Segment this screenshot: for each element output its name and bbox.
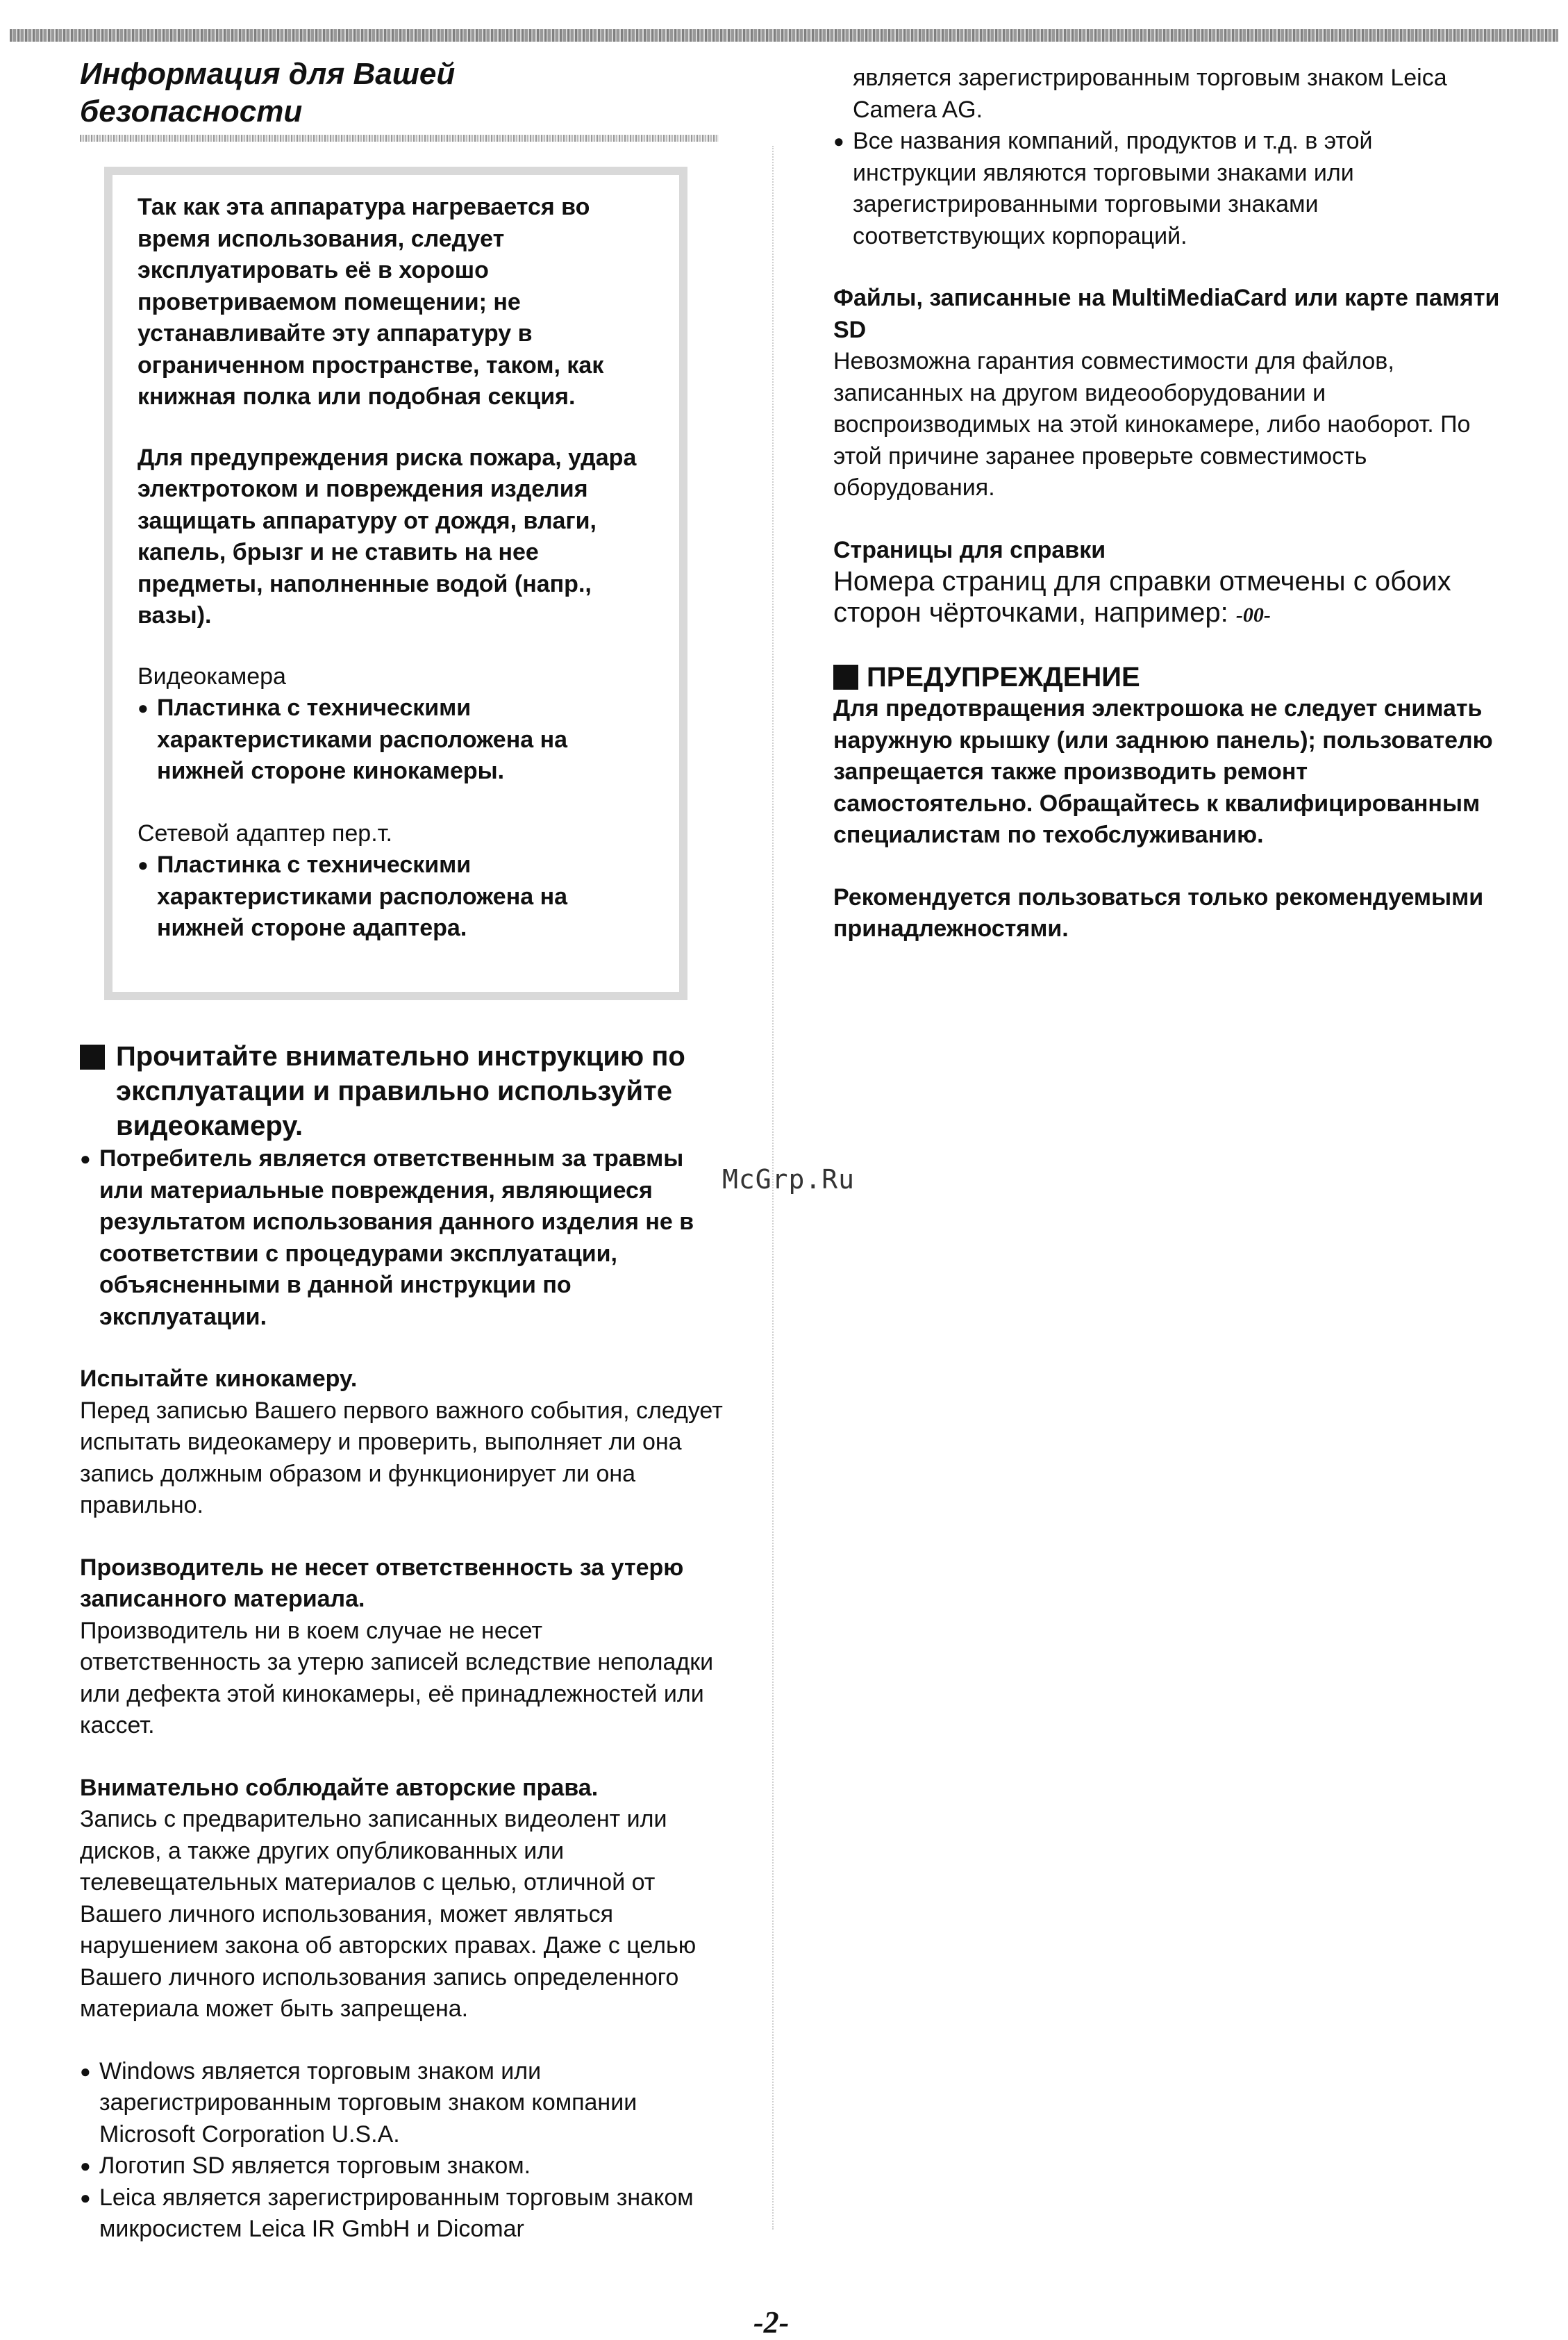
- trademark-windows: [80, 2056, 726, 2151]
- heat-warning: Так как эта аппаратура нагревается во время использования, следует эксплуатировать её в хорошо проветриваемом помещении; не устанавливайте эту аппаратуру в ограниченном пространстве, таком, как книжная полка или подобная секция.: [137, 194, 604, 410]
- square-bullet-icon: [833, 665, 858, 690]
- pages-body: [833, 566, 1500, 631]
- read-heading-text: Прочитайте внимательно инструкцию по эксплуатации и правильно используйте видеокамеру.: [116, 1041, 685, 1141]
- adapter-label-block: [137, 818, 658, 945]
- title-rule: [80, 135, 719, 142]
- liability-heading: Производитель не несет ответственность за утерю записанного материала.: [80, 1554, 684, 1612]
- leica-continuation: является зарегистрированным торговым знаком Leica Camera AG.: [853, 65, 1447, 123]
- camera-bullet-text: Пластинка с техническими характеристиками расположена на нижней стороне кинокамеры.: [157, 695, 568, 784]
- camera-label-block: [137, 661, 658, 788]
- liability-body: Производитель ни в коем случае не несет ответственность за утерю записей вследствие неполадки или дефекта этой кинокамеры, её принадлежностей или кассет.: [80, 1617, 714, 1739]
- trademark-leica-text: Leica является зарегистрированным торговым знаком микросистем Leica IR GmbH и Dicomar: [99, 2184, 694, 2242]
- bullet-icon: ●: [80, 1148, 91, 1169]
- read-section-heading: [80, 1039, 726, 1143]
- camera-bullet: [137, 692, 658, 788]
- left-column-lower: [80, 1039, 726, 2246]
- bullet-icon: ●: [80, 2060, 91, 2082]
- adapter-bullet: [137, 849, 658, 945]
- files-body: Невозможна гарантия совместимости для файлов, записанных на другом видеооборудовании и воспроизводимых на этой кинокамере, либо наоборот. По этой причине заранее проверьте совместимость оборудования.: [833, 348, 1471, 501]
- pages-example: -00-: [1235, 604, 1271, 627]
- trademark-sd-text: Логотип SD является торговым знаком.: [99, 2152, 531, 2179]
- test-body: Перед записью Вашего первого важного события, следует испытать видеокамеру и проверить, выполняет ли она запись должным образом и функционирует ли она правильно.: [80, 1397, 723, 1518]
- page-title: [80, 56, 705, 131]
- bullet-icon: ●: [80, 2155, 91, 2176]
- bullet-icon: ●: [833, 131, 844, 151]
- camera-head: Видеокамера: [137, 663, 286, 690]
- adapter-head: Сетевой адаптер пер.т.: [137, 820, 392, 847]
- copyright-body: Запись с предварительно записанных видеолент или дисков, а также других опубликованных или телевещательных материалов с целью, отличной от Вашего личного использования, может являться нарушением закона об авторских правах. Даже с целью Вашего личного использования запись определенного материала может быть запрещена.: [80, 1806, 697, 2022]
- bullet-icon: ●: [80, 2187, 91, 2208]
- responsibility-bullet: [80, 1143, 726, 1333]
- trademark-leica: [80, 2182, 726, 2246]
- right-column: [833, 63, 1500, 945]
- trademark-windows-text: Windows является торговым знаком или зарегистрированным торговым знаком компании Microsoft Corporation U.S.A.: [99, 2057, 637, 2148]
- safety-warning-box: [104, 167, 687, 1000]
- fire-warning: Для предупреждения риска пожара, удара электротоком и повреждения изделия защищать аппаратуру от дождя, влаги, капель, брызг и не ставить на нее предметы, наполненные водой (напр., вазы).: [137, 444, 637, 629]
- top-scan-bar: [10, 29, 1558, 42]
- pages-heading: Страницы для справки: [833, 536, 1106, 563]
- pages-body-text: Номера страниц для справки отмечены с обоих сторон чёрточками, например:: [833, 566, 1451, 628]
- warning-body: Для предотвращения электрошока не следует снимать наружную крышку (или заднюю панель); пользователю запрещается также производить ремонт самостоятельно. Обращайтесь к квалифицированным специалистам по техобслуживанию.: [833, 695, 1493, 848]
- warning-heading: [833, 661, 1500, 693]
- title-line-2: безопасности: [80, 94, 303, 128]
- page-number: -2-: [753, 2305, 790, 2339]
- files-heading: Файлы, записанные на MultiMediaCard или карте памяти SD: [833, 285, 1500, 343]
- bullet-icon: ●: [137, 697, 149, 718]
- names-bullet: [833, 126, 1500, 252]
- accessories-note: Рекомендуется пользоваться только рекомендуемыми принадлежностями.: [833, 883, 1484, 942]
- responsibility-text: Потребитель является ответственным за травмы или материальные повреждения, являющиеся результатом использования данного изделия не в соответствии с процедурами эксплуатации, объясненными в данной инструкции по эксплуатации.: [99, 1145, 694, 1330]
- title-block: [80, 56, 726, 142]
- trademark-sd: [80, 2150, 726, 2182]
- names-bullet-text: Все названия компаний, продуктов и т.д. в этой инструкции являются торговыми знаками или зарегистрированными торговыми знаками соответствующих корпораций.: [853, 128, 1373, 249]
- watermark: McGrp.Ru: [722, 1164, 856, 1195]
- warning-heading-text: ПРЕДУПРЕЖДЕНИЕ: [867, 662, 1140, 692]
- adapter-bullet-text: Пластинка с техническими характеристиками расположена на нижней стороне адаптера.: [157, 852, 568, 941]
- title-line-1: Информация для Вашей: [80, 57, 456, 91]
- test-heading: Испытайте кинокамеру.: [80, 1366, 358, 1392]
- square-bullet-icon: [80, 1045, 105, 1070]
- bullet-icon: ●: [137, 854, 149, 875]
- copyright-heading: Внимательно соблюдайте авторские права.: [80, 1774, 599, 1801]
